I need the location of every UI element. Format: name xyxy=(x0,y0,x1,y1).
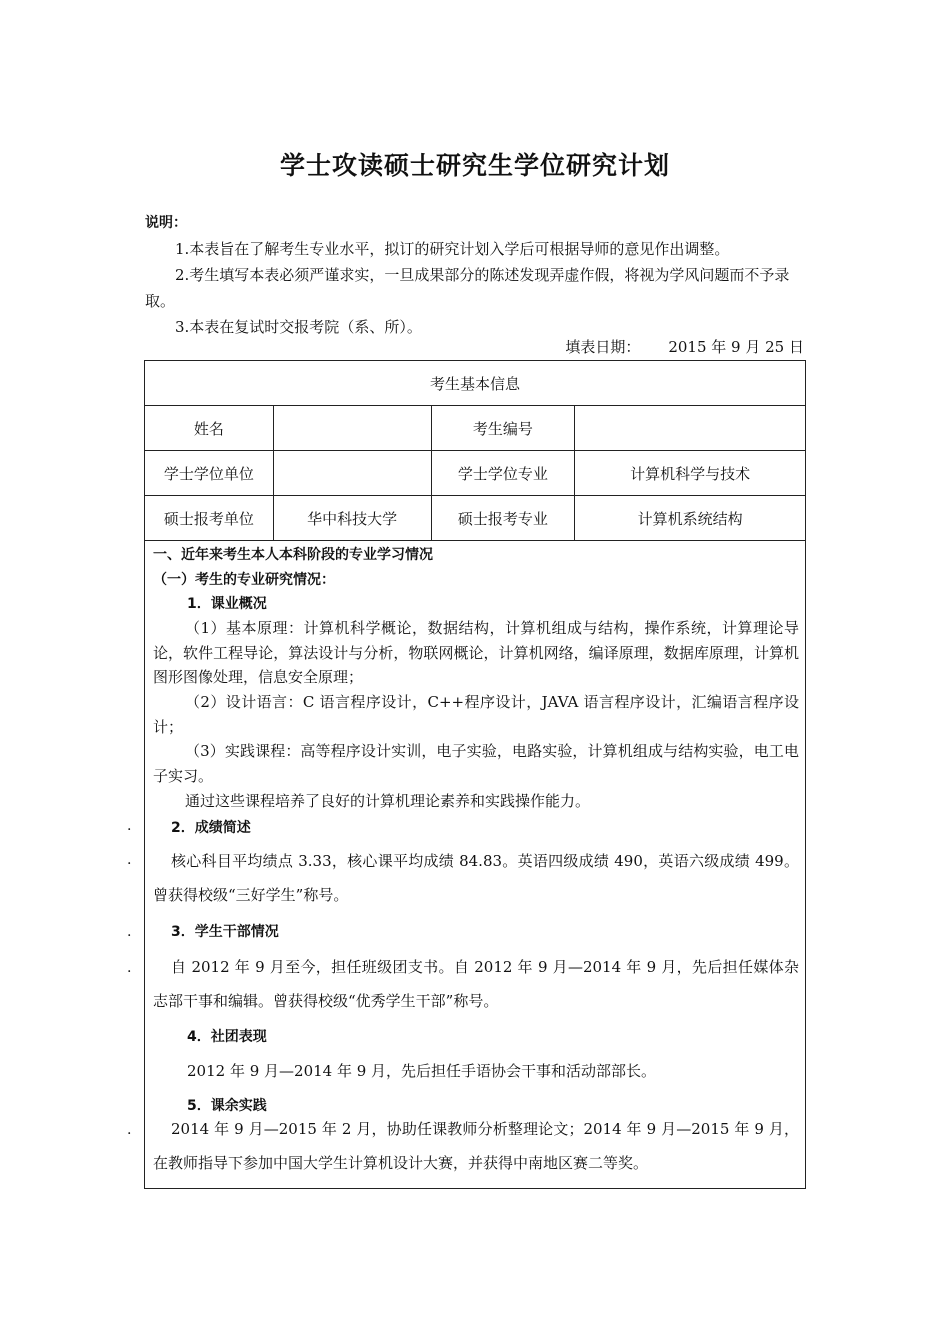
study-section xyxy=(144,540,806,1189)
master-unit-value: 华中科技大学 xyxy=(273,496,431,541)
page-title: 学士攻读硕士研究生学位研究计划 xyxy=(279,151,670,180)
course-basic-principles: （1）基本原理：计算机科学概论，数据结构，计算机组成与结构，操作系统，计算理论导论，软件工程导论，算法设计与分析，物联网概论，计算机网络，编译原理，数据库原理，计算机图形图像处理，信息安全原理； xyxy=(153,619,799,686)
basic-info-header: 考生基本信息 xyxy=(145,361,806,406)
bachelor-unit-label: 学士学位单位 xyxy=(145,451,274,496)
course-heading: 1．课业概况 xyxy=(187,596,267,612)
club-text: 2012 年 9 月—2014 年 9 月，先后担任手语协会干事和活动部部长。 xyxy=(187,1062,657,1080)
instructions xyxy=(145,210,810,340)
name-label: 姓名 xyxy=(145,406,274,451)
section-subheading: （一）考生的专业研究情况： xyxy=(153,572,335,588)
cadre-text: 自 2012 年 9 月至今，担任班级团支书。自 2012 年 9 月—2014 年 9 月，先后担任媒体杂志部干事和编辑。曾获得校级“优秀学生干部”称号。 xyxy=(153,958,799,1010)
bachelor-major-label: 学士学位专业 xyxy=(431,451,575,496)
fill-date-value: 2015 年 9 月 25 日 xyxy=(668,338,804,356)
bachelor-unit-value xyxy=(273,451,431,496)
practice-text: 2014 年 9 月—2015 年 2 月，协助任课教师分析整理论文；2014 年 9 月—2015 年 9 月，在教师指导下参加中国大学生计算机设计大赛，并获得中南地区赛二等奖。 xyxy=(153,1120,799,1172)
margin-mark: . xyxy=(127,818,132,834)
name-value xyxy=(273,406,431,451)
master-unit-label: 硕士报考单位 xyxy=(145,496,274,541)
grades-text: 核心科目平均绩点 3.33，核心课平均成绩 84.83。英语四级成绩 490，英语六级成绩 499。曾获得校级“三好学生”称号。 xyxy=(153,852,799,904)
instruction-item: 1.本表旨在了解考生专业水平，拟订的研究计划入学后可根据导师的意见作出调整。 xyxy=(175,240,730,258)
master-major-value: 计算机系统结构 xyxy=(575,496,806,541)
margin-mark: . xyxy=(127,960,132,976)
instruction-item: 2.考生填写本表必须严谨求实，一旦成果部分的陈述发现弄虚作假，将视为学风问题而不予录取。 xyxy=(145,266,790,310)
bachelor-major-value: 计算机科学与技术 xyxy=(575,451,806,496)
fill-date xyxy=(565,336,804,357)
table-row xyxy=(145,451,806,496)
instruction-item: 3.本表在复试时交报考院（系、所）。 xyxy=(175,318,422,336)
table-row xyxy=(145,496,806,541)
course-practice: （3）实践课程：高等程序设计实训，电子实验，电路实验，计算机组成与结构实验，电工电子实习。 xyxy=(153,742,799,785)
margin-mark: . xyxy=(127,924,132,940)
table-row xyxy=(145,406,806,451)
practice-heading: 5．课余实践 xyxy=(187,1098,267,1114)
cadre-heading: 3．学生干部情况 xyxy=(171,924,279,940)
master-major-label: 硕士报考专业 xyxy=(431,496,575,541)
course-summary: 通过这些课程培养了良好的计算机理论素养和实践操作能力。 xyxy=(185,792,591,810)
instructions-heading: 说明： xyxy=(145,215,187,231)
club-heading: 4．社团表现 xyxy=(187,1029,267,1045)
section-heading: 一、近年来考生本人本科阶段的专业学习情况 xyxy=(153,547,433,563)
basic-info-table xyxy=(144,360,806,541)
candidate-id-value xyxy=(575,406,806,451)
margin-mark: . xyxy=(127,1122,132,1138)
fill-date-label: 填表日期： xyxy=(565,338,641,356)
grades-heading: 2．成绩简述 xyxy=(171,820,251,836)
margin-mark: . xyxy=(127,852,132,868)
candidate-id-label: 考生编号 xyxy=(431,406,575,451)
course-languages: （2）设计语言：C 语言程序设计，C++程序设计，JAVA 语言程序设计，汇编语言程序设计； xyxy=(153,693,799,736)
